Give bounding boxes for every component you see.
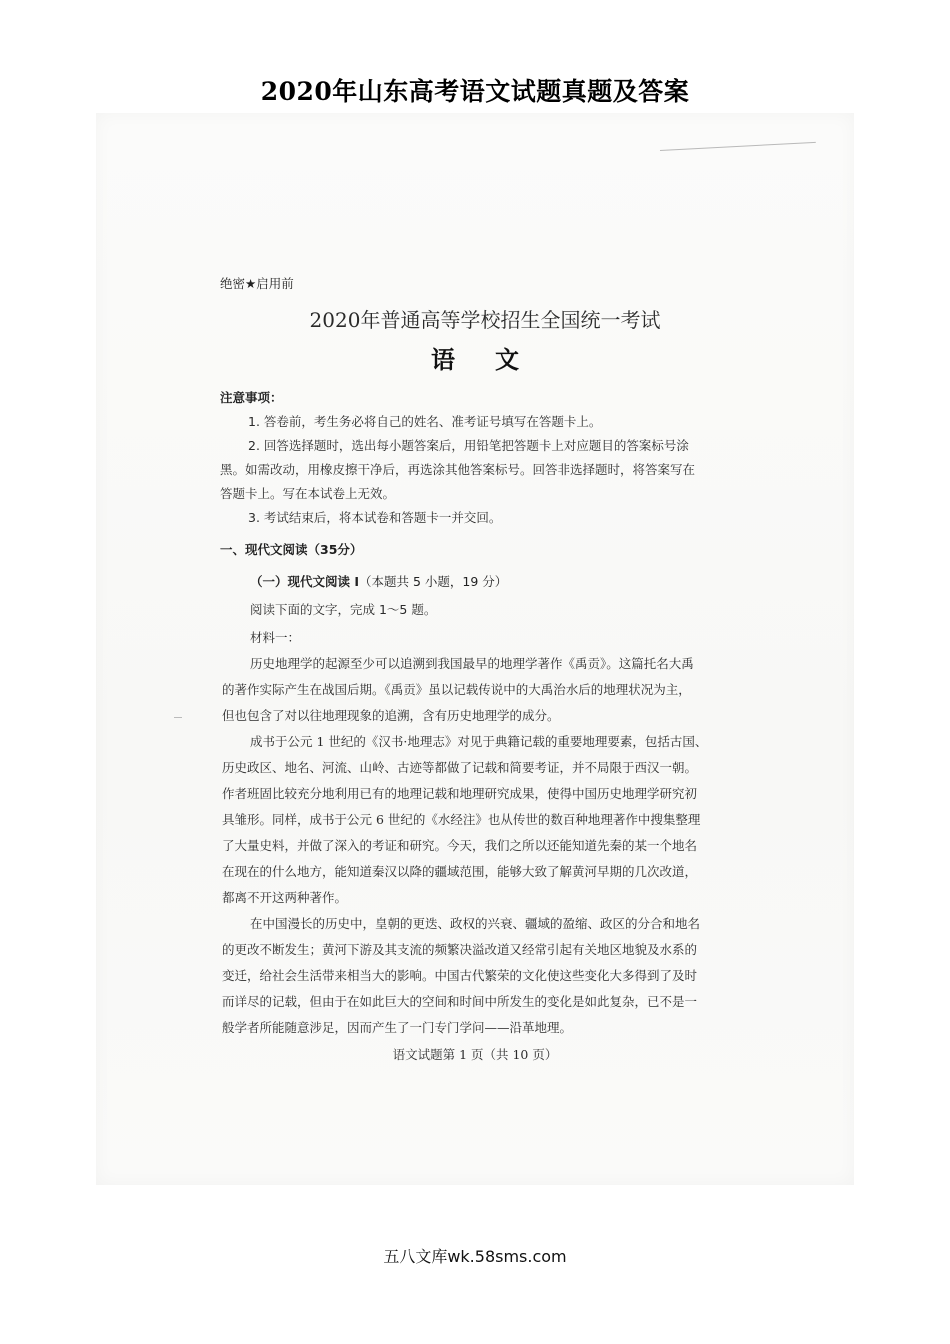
paragraph-line: 在现在的什么地方，能知道秦汉以降的疆域范围，能够大致了解黄河早期的几次改道，: [222, 864, 698, 879]
material-label: 材料一：: [250, 630, 301, 645]
paragraph-line: 作者班固比较充分地利用已有的地理记载和地理研究成果，使得中国历史地理学研究初: [222, 786, 698, 801]
paragraph-line: 都离不开这两种著作。: [222, 890, 348, 905]
paragraph-line: 历史政区、地名、河流、山岭、古迹等都做了记载和简要考证，并不局限于西汉一朝。: [222, 760, 698, 775]
paragraph-line: 但也包含了对以往地理现象的追溯，含有历史地理学的成分。: [222, 708, 560, 723]
sub-section-heading-bold: （一）现代文阅读 I: [250, 574, 360, 589]
paragraph-line: 而详尽的记载，但由于在如此巨大的空间和时间中所发生的变化是如此复杂，已不是一: [222, 994, 698, 1009]
paragraph-line: 变迁，给社会生活带来相当大的影响。中国古代繁荣的文化使这些变化大多得到了及时: [222, 968, 698, 983]
reading-instruction: 阅读下面的文字，完成 1～5 题。: [250, 602, 437, 617]
paragraph-line: 的更改不断发生；黄河下游及其支流的频繁决溢改道又经常引起有关地区地貌及水系的: [222, 942, 698, 957]
paragraph-line: 的著作实际产生在战国后期。《禹贡》虽以记载传说中的大禹治水后的地理状况为主，: [222, 682, 691, 697]
notice-line: 答题卡上。写在本试卷上无效。: [220, 486, 396, 501]
notice-line: 2. 回答选择题时，选出每小题答案后，用铅笔把答题卡上对应题目的答案标号涂: [248, 438, 689, 453]
paragraph-line: 成书于公元 1 世纪的《汉书·地理志》对见于典籍记载的重要地理要素，包括古国、: [250, 734, 708, 749]
paragraph-line: 具雏形。同样，成书于公元 6 世纪的《水经注》也从传世的数百种地理著作中搜集整理: [222, 812, 701, 827]
secret-label: 绝密★启用前: [220, 276, 294, 291]
paragraph-line: 了大量史料，并做了深入的考证和研究。今天，我们之所以还能知道先秦的某一个地名: [222, 838, 698, 853]
paragraph-line: 历史地理学的起源至少可以追溯到我国最早的地理学著作《禹贡》。这篇托名大禹: [250, 656, 694, 671]
sub-section-heading: [250, 572, 507, 590]
page-footer: 语文试题第 1 页（共 10 页）: [392, 1047, 558, 1062]
section-heading: 一、现代文阅读（35分）: [220, 542, 363, 557]
notice-line: 3. 考试结束后，将本试卷和答题卡一并交回。: [248, 510, 502, 525]
paragraph-line: 般学者所能随意涉足，因而产生了一门专门学问——沿革地理。: [222, 1020, 573, 1035]
watermark-text: 五八文库wk.58sms.com: [383, 1247, 567, 1266]
scan-artifact-dot: [174, 717, 182, 718]
document-title: 2020年山东高考语文试题真题及答案: [260, 77, 690, 106]
notice-heading: 注意事项：: [220, 390, 283, 405]
notice-line: 1. 答卷前，考生务必将自己的姓名、准考证号填写在答题卡上。: [248, 414, 602, 429]
sub-section-heading-detail: （本题共 5 小题，19 分）: [359, 574, 508, 589]
subject-title: 语文: [431, 346, 559, 374]
paragraph-line: 在中国漫长的历史中，皇朝的更迭、政权的兴衰、疆域的盈缩、政区的分合和地名: [250, 916, 701, 931]
exam-title: 2020年普通高等学校招生全国统一考试: [309, 308, 661, 332]
notice-line: 黑。如需改动，用橡皮擦干净后，再选涂其他答案标号。回答非选择题时，将答案写在: [220, 462, 696, 477]
